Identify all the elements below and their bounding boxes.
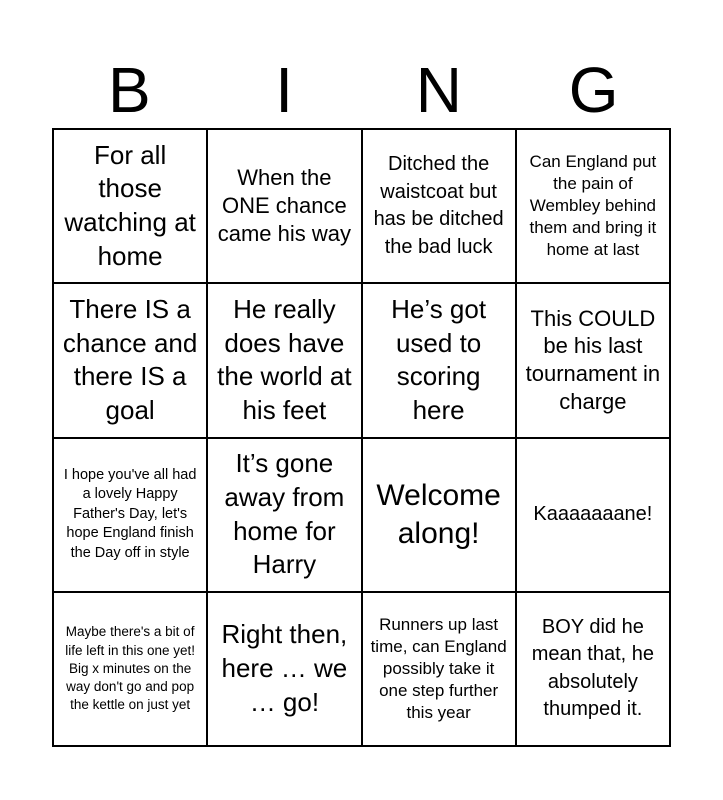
header-letter-n: N <box>415 54 462 126</box>
bingo-cell[interactable]: He’s got used to scoring here <box>362 283 516 437</box>
bingo-cell[interactable]: Kaaaaaaane! <box>516 438 670 592</box>
bingo-cell[interactable]: BOY did he mean that, he absolutely thumped it. <box>516 592 670 746</box>
bingo-cell[interactable]: This COULD be his last tournament in charge <box>516 283 670 437</box>
bingo-cell[interactable]: Maybe there's a bit of life left in this one yet! Big x minutes on the way don't go and pop the kettle on just yet <box>53 592 207 746</box>
bingo-cell[interactable]: Right then, here … we … go! <box>207 592 361 746</box>
header-letter-i: I <box>275 54 294 126</box>
bingo-cell[interactable]: It’s gone away from home for Harry <box>207 438 361 592</box>
bingo-cell[interactable]: There IS a chance and there IS a goal <box>53 283 207 437</box>
bingo-cell[interactable]: For all those watching at home <box>53 129 207 283</box>
header-letter-b: B <box>108 54 151 126</box>
bingo-grid <box>52 128 671 747</box>
bingo-cell[interactable]: I hope you've all had a lovely Happy Father's Day, let's hope England finish the Day off in style <box>53 438 207 592</box>
bingo-cell[interactable]: Ditched the waistcoat but has be ditched the bad luck <box>362 129 516 283</box>
bingo-cell[interactable]: When the ONE chance came his way <box>207 129 361 283</box>
bingo-cell[interactable]: He really does have the world at his feet <box>207 283 361 437</box>
bingo-cell[interactable]: Runners up last time, can England possibly take it one step further this year <box>362 592 516 746</box>
header-letter-g: G <box>568 54 619 126</box>
bingo-header <box>52 52 671 128</box>
bingo-cell[interactable]: Can England put the pain of Wembley behind them and bring it home at last <box>516 129 670 283</box>
bingo-cell[interactable]: Welcome along! <box>362 438 516 592</box>
